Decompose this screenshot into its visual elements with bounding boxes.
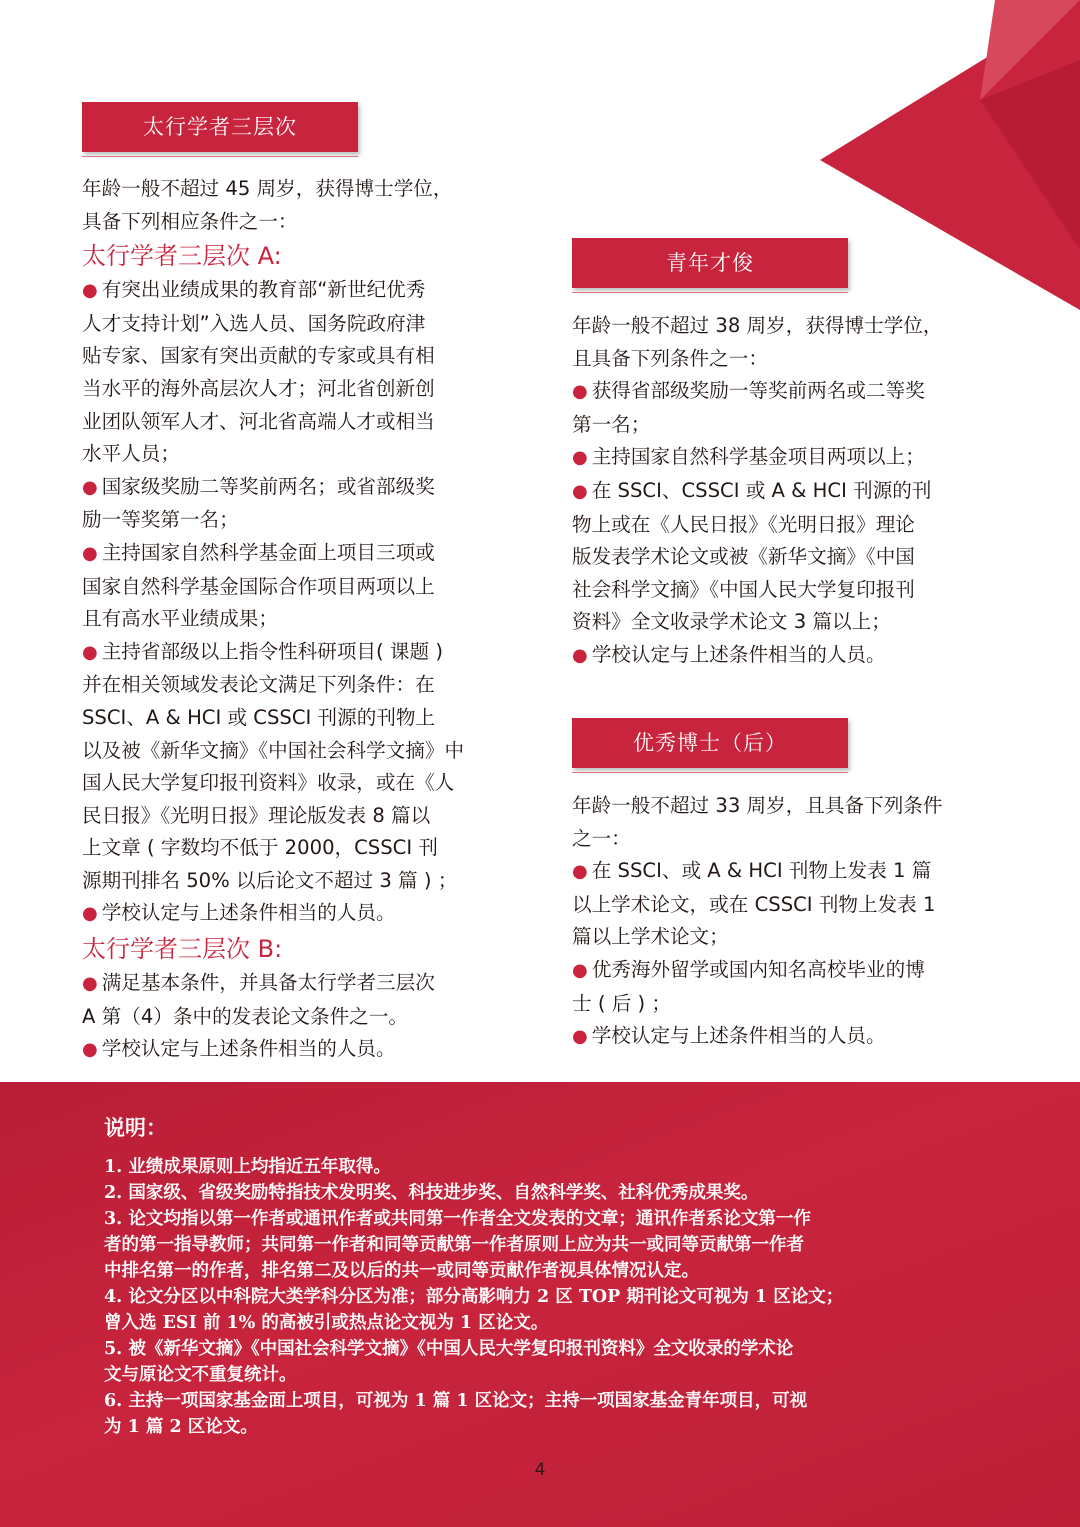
list-item: ● 获得省部级奖励一等奖前两名或二等奖 [572,379,925,403]
list-item-cont: 第一名； [572,412,651,436]
list-item-cont: 且有高水平业绩成果； [82,607,278,631]
list-item-cont: 人才支持计划”入选人员、国务院政府津 [82,311,426,335]
bullet-icon: ● [572,644,588,666]
list-item-cont: 贴专家、国家有突出贡献的专家或具有相 [82,344,435,368]
note-line: 5. 被《新华文摘》《中国社会科学文摘》《中国人民大学复印报刊资料》全文收录的学术论 [104,1339,794,1359]
list-item-cont: 业团队领军人才、河北省高端人才或相当 [82,409,435,433]
note-line: 4. 论文分区以中科院大类学科分区为准；部分高影响力 2 区 TOP 期刊论文可视为 1 区论文； [104,1287,844,1307]
bullet-icon: ● [82,476,98,498]
list-item-cont: 水平人员； [82,442,180,466]
note-line: 者的第一指导教师；共同第一作者和同等贡献第一作者原则上应为共一或同等贡献第一作者 [104,1235,804,1255]
note-line: 6. 主持一项国家基金面上项目，可视为 1 篇 1 区论文；主持一项国家基金青年项目，可视 [104,1391,808,1411]
list-item: ● 学校认定与上述条件相当的人员。 [82,1037,396,1061]
list-item-cont: 士 ( 后 ) ； [572,991,671,1015]
note-line: 曾入选 ESI 前 1% 的高被引或热点论文视为 1 区论文。 [104,1313,549,1333]
bullet-icon: ● [572,861,588,883]
list-item: ● 主持国家自然科学基金项目两项以上； [572,445,925,469]
list-item: ● 国家级奖励二等奖前两名；或省部级奖 [82,474,435,498]
page-number: 4 [534,1460,546,1480]
bullet-icon: ● [82,1039,98,1061]
list-item: ● 在 SSCI、或 A & HCI 刊物上发表 1 篇 [572,859,932,883]
young-talent-criteria [572,310,982,673]
note-line: 2. 国家级、省级奖励特指技术发明奖、科技进步奖、自然科学奖、社科优秀成果奖。 [104,1183,759,1203]
note-line: 文与原论文不重复统计。 [104,1365,297,1385]
list-item: ● 满足基本条件，并具备太行学者三层次 [82,971,435,995]
note-line: 为 1 篇 2 区论文。 [104,1417,258,1437]
list-item-cont: 国人民大学复印报刊资料》收录，或在《人 [82,771,455,795]
bullet-icon: ● [82,973,98,995]
list-item-cont: 篇以上学术论文； [572,925,729,949]
decorative-triangles [810,0,1080,310]
tag-young-talent: 青年才俊 [572,238,848,288]
bullet-icon: ● [572,381,588,403]
bullet-icon: ● [572,1026,588,1048]
intro-line: 年龄一般不超过 38 周岁，获得博士学位， [572,314,943,337]
bullet-icon: ● [572,447,588,469]
tag-outstanding-doctor: 优秀博士（后） [572,718,848,768]
note-line: 1. 业绩成果原则上均指近五年取得。 [104,1157,391,1177]
list-item-cont: 并在相关领域发表论文满足下列条件：在 [82,673,435,697]
bullet-icon: ● [82,542,98,564]
tag-taihang-scholar: 太行学者三层次 [82,102,358,152]
bullet-icon: ● [82,903,98,925]
list-item-cont: 社会科学文摘》《中国人民大学复印报刊 [572,577,915,601]
list-item: ● 有突出业绩成果的教育部“新世纪优秀 [82,278,426,302]
list-item: ● 学校认定与上述条件相当的人员。 [572,642,886,666]
list-item: ● 在 SSCI、CSSCI 或 A & HCI 刊源的刊 [572,478,932,502]
list-item-cont: 版发表学术论文或被《新华文摘》《中国 [572,545,915,569]
note-line: 3. 论文均指以第一作者或通讯作者或共同第一作者全文发表的文章；通讯作者系论文第一作 [104,1209,811,1229]
list-item-cont: 源期刊排名 50% 以后论文不超过 3 篇 ) ； [82,868,458,892]
taihang-criteria [82,173,492,1067]
bullet-icon: ● [572,959,588,981]
list-item-cont: 民日报》《光明日报》理论版发表 8 篇以 [82,803,431,827]
list-item-cont: 励一等奖第一名； [82,508,239,532]
list-item: ● 优秀海外留学或国内知名高校毕业的博 [572,957,925,981]
outstanding-doctor-criteria [572,790,982,1054]
intro-line: 年龄一般不超过 45 周岁，获得博士学位， [82,177,453,200]
list-item-cont: 以及被《新华文摘》《中国社会科学文摘》中 [82,738,465,762]
note-line: 中排名第一的作者，排名第二及以后的共一或同等贡献作者视具体情况认定。 [104,1261,699,1281]
subhead-level-a: 太行学者三层次 A: [82,242,282,271]
list-item-cont: A 第（4）条中的发表论文条件之一。 [82,1004,409,1028]
notes-title: 说明： [104,1115,167,1140]
subhead-level-b: 太行学者三层次 B: [82,935,283,964]
list-item: ● 学校认定与上述条件相当的人员。 [572,1024,886,1048]
list-item-cont: 资料》全文收录学术论文 3 篇以上； [572,610,891,634]
list-item-cont: 当水平的海外高层次人才；河北省创新创 [82,376,435,400]
list-item: ● 主持省部级以上指令性科研项目( 课题 ) [82,639,443,663]
notes-list [104,1154,984,1440]
intro-line: 年龄一般不超过 33 周岁，且具备下列条件 [572,794,943,817]
list-item-cont: SSCI、A & HCI 或 CSSCI 刊源的刊物上 [82,705,436,729]
list-item-cont: 上文章 ( 字数均不低于 2000，CSSCI 刊 [82,836,438,860]
bullet-icon: ● [572,480,588,502]
intro-line: 之一： [572,826,631,850]
list-item-cont: 物上或在《人民日报》《光明日报》理论 [572,512,915,536]
bullet-icon: ● [82,280,98,302]
intro-line: 具备下列相应条件之一： [82,209,298,233]
list-item: ● 主持国家自然科学基金面上项目三项或 [82,540,435,564]
list-item-cont: 以上学术论文，或在 CSSCI 刊物上发表 1 [572,892,936,916]
list-item-cont: 国家自然科学基金国际合作项目两项以上 [82,574,435,598]
intro-line: 且具备下列条件之一： [572,346,768,370]
list-item: ● 学校认定与上述条件相当的人员。 [82,901,396,925]
bullet-icon: ● [82,641,98,663]
